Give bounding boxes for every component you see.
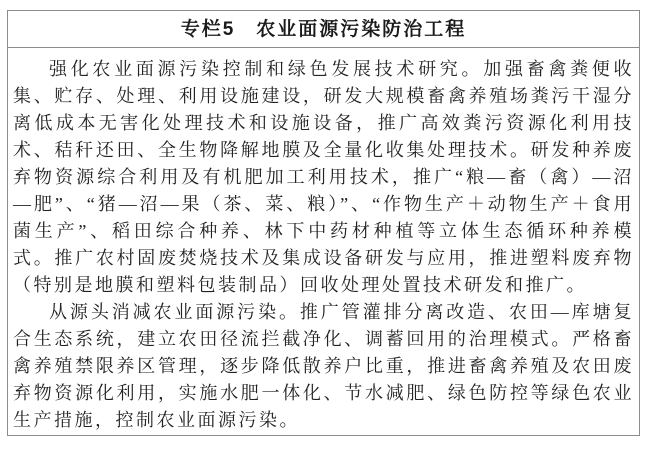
paragraph-technology-research: 强化农业面源污染控制和绿色发展技术研究。加强畜禽粪便收集、贮存、处理、利用设施建设，研发大规模畜禽养殖场粪污干湿分离低成本无害化处理技术和设施设备，推广高效粪污资源化利用技术、秸秆还田、全生物降解地膜及全量化收集处理技术。研发种养废弃物资源综合利用及有机肥加工利用技术，推广“粮—畜（禽）—沼—肥”、“猪—沼—果（茶、菜、粮）”、“作物生产＋动物生产＋食用菌生产”、稻田综合种养、林下中药材种植等立体生态循环种养模式。推广农村固废焚烧技术及集成设备研发与应用，推进塑料废弃物（特别是地膜和塑料包装制品）回收处理处置技术研发和推广。 [13,59,634,295]
paragraph-source-reduction: 从源头消减农业面源污染。推广管灌排分离改造、农田—库塘复合生态系统，建立农田径流拦截净化、调蓄回用的治理模式。严格畜禽养殖禁限养区管理，逐步降低散养户比重，推进畜禽养殖及农田废弃物资源化利用，实施水肥一体化、节水减肥、绿色防控等绿色农业生产措施，控制农业面源污染。 [13,302,634,430]
box-body [8,48,639,434]
box-title: 专栏5 农业面源污染防治工程 [8,11,639,48]
feature-box [7,10,640,436]
